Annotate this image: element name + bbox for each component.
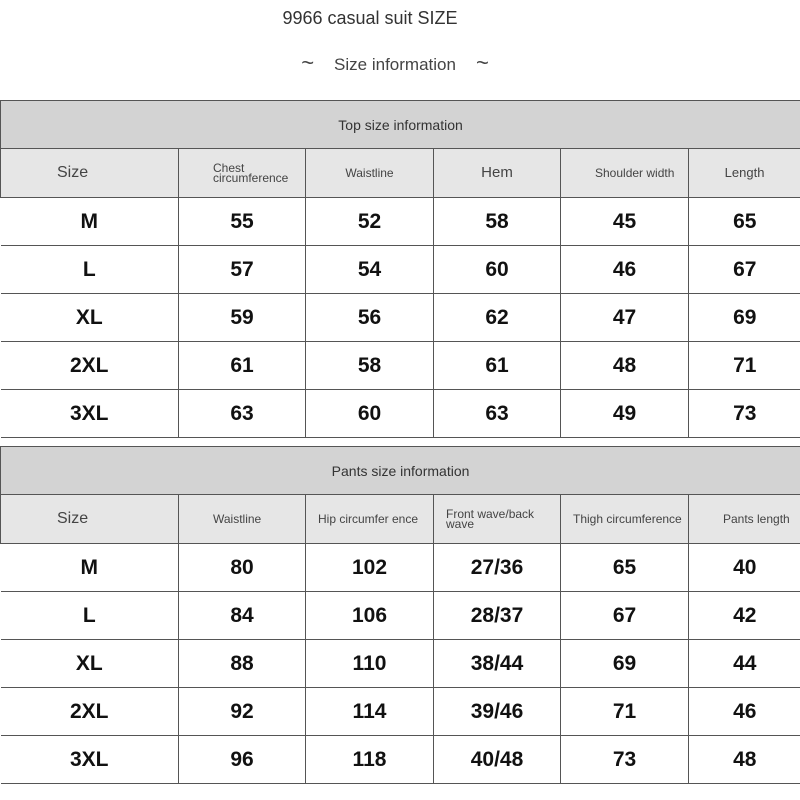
table-cell: 49 <box>561 390 689 438</box>
column-header: Shoulder width <box>561 149 689 198</box>
table-cell: 27/36 <box>434 544 561 592</box>
table-cell: 57 <box>179 246 306 294</box>
column-header: Waistline <box>179 495 306 544</box>
table-row <box>1 198 800 246</box>
table-row <box>1 592 800 640</box>
table-row <box>1 688 800 736</box>
table-cell: 80 <box>179 544 306 592</box>
table-cell: 65 <box>689 198 800 246</box>
table-cell: 63 <box>434 390 561 438</box>
table-cell: 106 <box>306 592 434 640</box>
table-row <box>1 640 800 688</box>
table-cell: 3XL <box>1 736 179 784</box>
pants-size-table <box>0 446 800 784</box>
page-title: 9966 casual suit SIZE <box>282 8 458 28</box>
table-cell: 73 <box>561 736 689 784</box>
table-cell: L <box>1 246 179 294</box>
table-cell: 2XL <box>1 688 179 736</box>
table-cell: L <box>1 592 179 640</box>
table-cell: 69 <box>689 294 800 342</box>
table-cell: 3XL <box>1 390 179 438</box>
table-cell: 67 <box>689 246 800 294</box>
table-cell: 71 <box>561 688 689 736</box>
top-size-table <box>0 100 800 438</box>
table-row <box>1 246 800 294</box>
table-cell: 46 <box>561 246 689 294</box>
column-header: Waistline <box>306 149 434 198</box>
table-cell: 39/46 <box>434 688 561 736</box>
column-header: Front wave/back wave <box>434 495 561 544</box>
table-cell: 114 <box>306 688 434 736</box>
table-cell: 118 <box>306 736 434 784</box>
table-cell: 46 <box>689 688 800 736</box>
table-cell: 52 <box>306 198 434 246</box>
table-cell: 58 <box>306 342 434 390</box>
table-row <box>1 342 800 390</box>
pants-column-headers <box>1 495 800 544</box>
top-column-headers <box>1 149 800 198</box>
table-cell: 44 <box>689 640 800 688</box>
table-cell: 40 <box>689 544 800 592</box>
table-cell: 56 <box>306 294 434 342</box>
table-cell: M <box>1 544 179 592</box>
column-header: Thigh circumference <box>561 495 689 544</box>
table-cell: 73 <box>689 390 800 438</box>
column-header: Hem <box>434 149 561 198</box>
table-cell: 58 <box>434 198 561 246</box>
table-cell: 61 <box>434 342 561 390</box>
subtitle-ornament-right: ~ <box>475 50 489 75</box>
column-header: Size <box>1 149 179 198</box>
table-cell: 47 <box>561 294 689 342</box>
top-section-title: Top size information <box>1 101 800 149</box>
table-cell: 88 <box>179 640 306 688</box>
table-cell: 69 <box>561 640 689 688</box>
page-subtitle <box>0 50 790 76</box>
table-cell: 102 <box>306 544 434 592</box>
table-cell: 110 <box>306 640 434 688</box>
table-cell: 48 <box>561 342 689 390</box>
table-cell: XL <box>1 294 179 342</box>
table-row <box>1 294 800 342</box>
table-cell: M <box>1 198 179 246</box>
subtitle-ornament-left: ~ <box>301 50 315 75</box>
table-cell: XL <box>1 640 179 688</box>
table-cell: 96 <box>179 736 306 784</box>
column-header: Length <box>689 149 800 198</box>
table-cell: 48 <box>689 736 800 784</box>
column-header: Size <box>1 495 179 544</box>
table-cell: 40/48 <box>434 736 561 784</box>
table-cell: 54 <box>306 246 434 294</box>
column-header: Chest circumference <box>179 149 306 198</box>
table-cell: 2XL <box>1 342 179 390</box>
table-cell: 55 <box>179 198 306 246</box>
table-cell: 65 <box>561 544 689 592</box>
table-cell: 63 <box>179 390 306 438</box>
table-cell: 67 <box>561 592 689 640</box>
column-header: Pants length <box>689 495 800 544</box>
table-row <box>1 390 800 438</box>
table-cell: 84 <box>179 592 306 640</box>
subtitle-text: Size information <box>334 55 456 74</box>
table-cell: 61 <box>179 342 306 390</box>
table-cell: 62 <box>434 294 561 342</box>
table-cell: 38/44 <box>434 640 561 688</box>
table-cell: 28/37 <box>434 592 561 640</box>
top-section-header <box>1 101 800 149</box>
table-cell: 45 <box>561 198 689 246</box>
table-cell: 71 <box>689 342 800 390</box>
table-row <box>1 544 800 592</box>
table-cell: 59 <box>179 294 306 342</box>
table-cell: 42 <box>689 592 800 640</box>
table-cell: 60 <box>306 390 434 438</box>
table-row <box>1 736 800 784</box>
pants-section-title: Pants size information <box>1 447 800 495</box>
table-cell: 92 <box>179 688 306 736</box>
table-cell: 60 <box>434 246 561 294</box>
column-header: Hip circumfer ence <box>306 495 434 544</box>
pants-section-header <box>1 447 800 495</box>
